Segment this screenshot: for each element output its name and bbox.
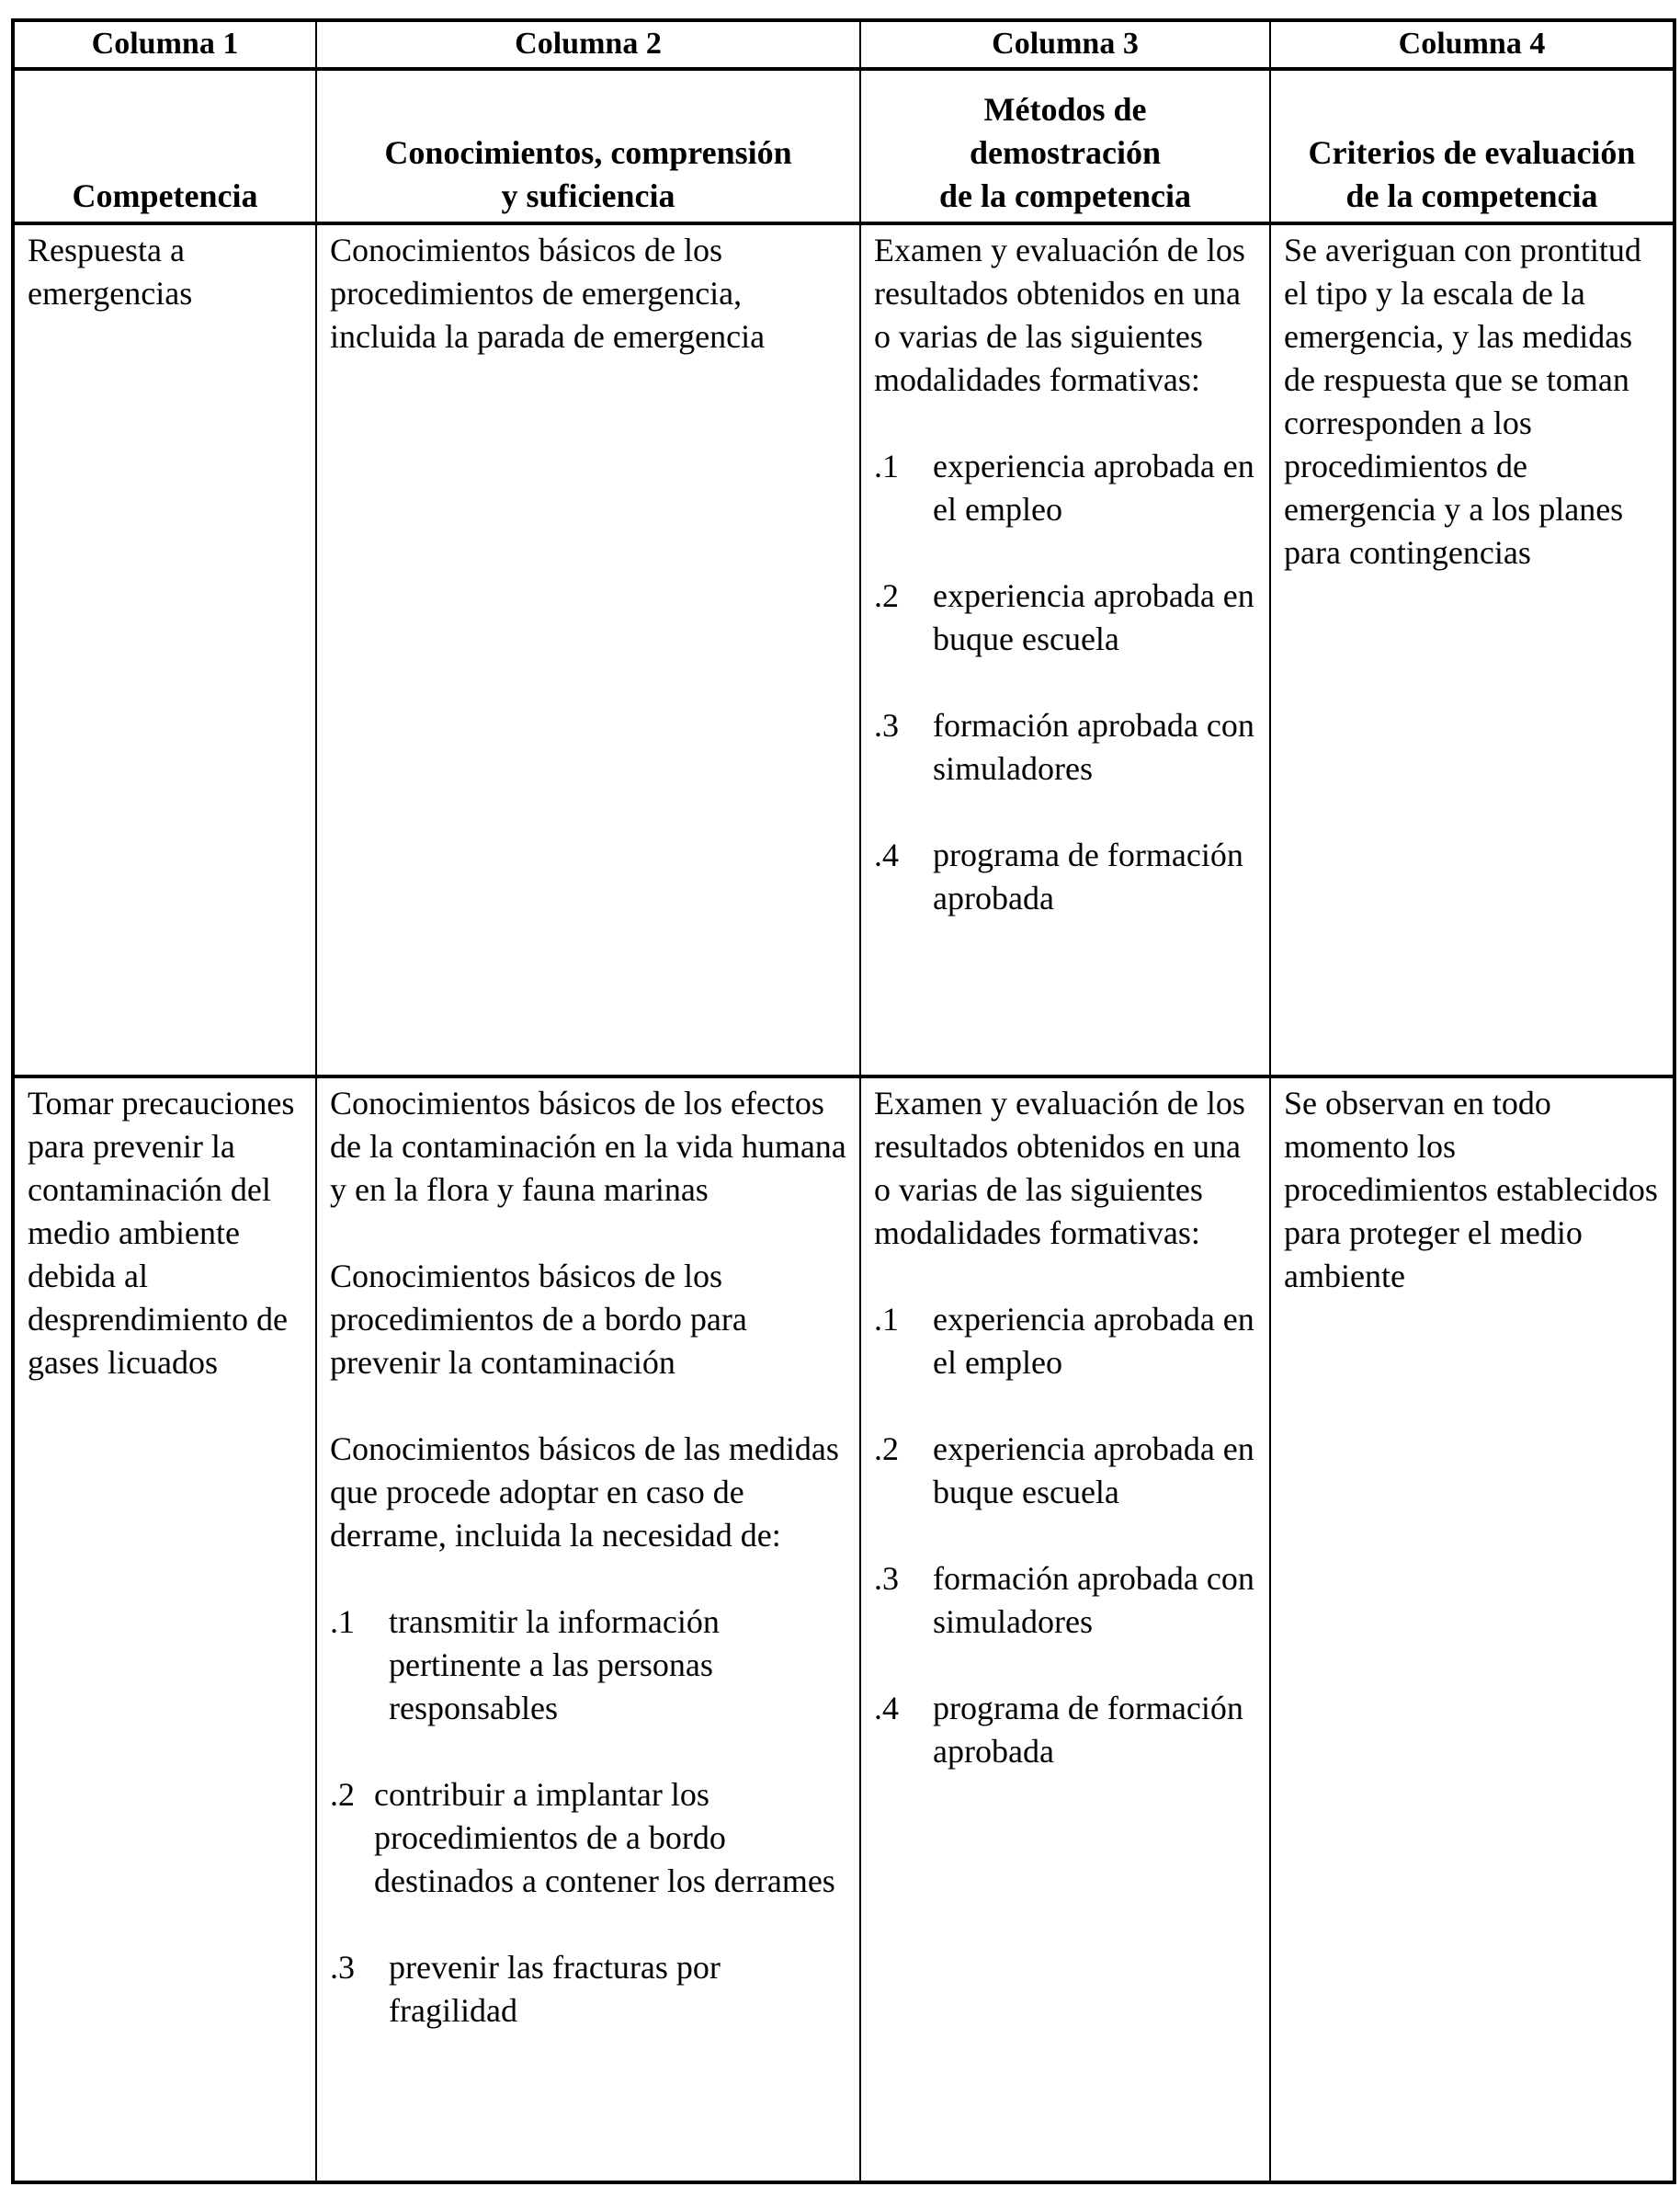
heading-line: Criterios de evaluación <box>1308 133 1636 171</box>
heading-line: Competencia <box>72 177 258 214</box>
list-item <box>330 1946 852 2033</box>
table-row <box>13 1076 1674 2182</box>
conocimientos-list <box>330 1600 852 2033</box>
list-number: .1 <box>330 1602 355 1640</box>
list-item <box>874 1557 1262 1644</box>
list-text: programa de formación aprobada <box>933 836 1243 917</box>
competencia-cell <box>13 223 316 1076</box>
metodos-intro: Examen y evaluación de los resultados obtenidos en una o varias de las siguientes modalidades formativas: <box>874 231 1245 398</box>
list-number: .2 <box>874 1429 899 1467</box>
list-item <box>874 575 1262 661</box>
heading-competencia <box>13 69 316 223</box>
list-text: formación aprobada con simuladores <box>933 1559 1254 1640</box>
conocimientos-paragraph: Conocimientos básicos de los efectos de la contaminación en la vida humana y en la flora y fauna marinas <box>330 1084 846 1208</box>
column-4-label: Columna 4 <box>1270 20 1674 69</box>
list-item <box>330 1600 852 1730</box>
list-text: programa de formación aprobada <box>933 1689 1243 1770</box>
column-3-label: Columna 3 <box>860 20 1270 69</box>
conocimientos-paragraph: Conocimientos básicos de los procedimientos de emergencia, incluida la parada de emergencia <box>330 231 766 355</box>
competencia-cell <box>13 1076 316 2182</box>
list-number: .3 <box>874 706 899 744</box>
heading-line: Métodos de <box>983 90 1147 128</box>
column-heading-row <box>13 69 1674 223</box>
conocimientos-cell <box>316 1076 860 2182</box>
conocimientos-paragraph: Conocimientos básicos de las medidas que procede adoptar en caso de derrame, incluida la necesidad de: <box>330 1429 839 1554</box>
list-item <box>874 704 1262 791</box>
list-text: formación aprobada con simuladores <box>933 706 1254 787</box>
criterios-cell <box>1270 1076 1674 2182</box>
heading-criterios <box>1270 69 1674 223</box>
column-2-label: Columna 2 <box>316 20 860 69</box>
list-number: .2 <box>874 576 899 614</box>
list-number: .4 <box>874 1689 899 1726</box>
criterios-cell <box>1270 223 1674 1076</box>
metodos-list <box>874 445 1262 920</box>
conocimientos-paragraph: Conocimientos básicos de los procedimientos de a bordo para prevenir la contaminación <box>330 1257 747 1381</box>
competencia-text: Respuesta a emergencias <box>28 231 193 312</box>
list-text: experiencia aprobada en buque escuela <box>933 1429 1254 1510</box>
list-item <box>330 1773 852 1903</box>
heading-metodos <box>860 69 1270 223</box>
heading-line: de la competencia <box>1345 177 1598 214</box>
heading-line: Conocimientos, comprensión <box>384 133 792 171</box>
conocimientos-cell <box>316 223 860 1076</box>
list-item <box>874 445 1262 531</box>
list-text: experiencia aprobada en el empleo <box>933 447 1254 528</box>
list-item <box>874 1428 1262 1514</box>
list-item <box>874 834 1262 920</box>
list-number: .3 <box>330 1948 355 1986</box>
metodos-intro: Examen y evaluación de los resultados obtenidos en una o varias de las siguientes modalidades formativas: <box>874 1084 1245 1251</box>
column-1-label: Columna 1 <box>13 20 316 69</box>
metodos-list <box>874 1298 1262 1773</box>
list-number: .1 <box>874 1300 899 1338</box>
heading-line: de la competencia <box>939 177 1191 214</box>
list-text: contribuir a implantar los procedimientos de a bordo destinados a contener los derrames <box>374 1775 835 1899</box>
list-item <box>874 1687 1262 1773</box>
criterios-text: Se observan en todo momento los procedimientos establecidos para proteger el medio ambiente <box>1284 1084 1658 1294</box>
column-number-row <box>13 20 1674 69</box>
list-text: prevenir las fracturas por fragilidad <box>389 1948 721 2029</box>
heading-conocimientos <box>316 69 860 223</box>
metodos-cell <box>860 1076 1270 2182</box>
list-text: experiencia aprobada en el empleo <box>933 1300 1254 1381</box>
list-number: .3 <box>874 1559 899 1597</box>
list-text: experiencia aprobada en buque escuela <box>933 576 1254 657</box>
heading-line: y suficiencia <box>501 177 675 214</box>
metodos-cell <box>860 223 1270 1076</box>
list-number: .4 <box>874 836 899 873</box>
list-item <box>874 1298 1262 1384</box>
table-row <box>13 223 1674 1076</box>
competence-table <box>11 18 1676 2184</box>
competencia-text: Tomar precauciones para prevenir la contaminación del medio ambiente debida al desprendimiento de gases licuados <box>28 1084 295 1381</box>
list-number: .2 <box>330 1775 355 1813</box>
criterios-text: Se averiguan con prontitud el tipo y la escala de la emergencia, y las medidas de respuesta que se toman corresponden a los procedimientos de emergencia y a los planes para contingencias <box>1284 231 1641 571</box>
list-number: .1 <box>874 447 899 484</box>
list-text: transmitir la información pertinente a las personas responsables <box>389 1602 720 1726</box>
heading-line: demostración <box>970 133 1161 171</box>
